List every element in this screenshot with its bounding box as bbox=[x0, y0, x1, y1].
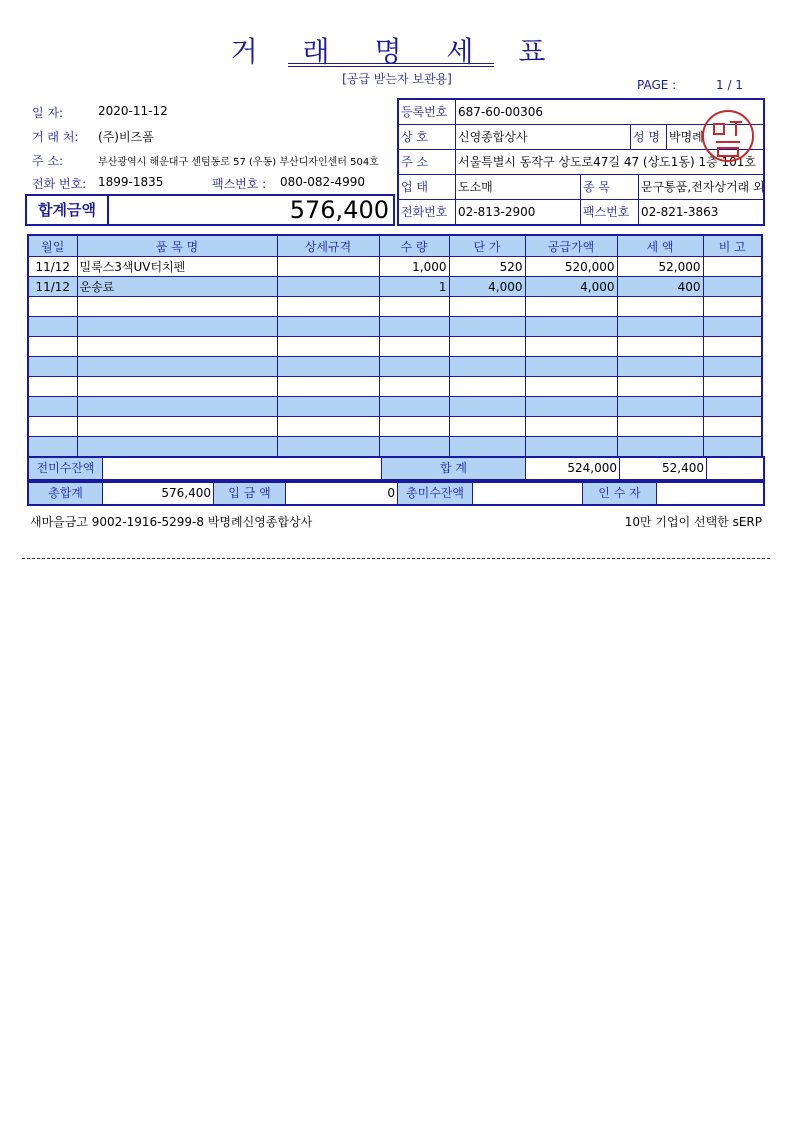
table-row-empty bbox=[28, 337, 762, 357]
page-number: 1 / 1 bbox=[716, 78, 743, 92]
receiver-label: 인 수 자 bbox=[583, 483, 657, 504]
table-row-empty bbox=[28, 397, 762, 417]
supplier-fax-value: 02-821-3863 bbox=[641, 205, 719, 219]
items-table bbox=[27, 234, 763, 458]
cell-tax: 400 bbox=[617, 277, 703, 297]
cell-item: 운송료 bbox=[77, 277, 277, 297]
grand-total-label: 총합계 bbox=[29, 483, 103, 504]
reg-value: 687-60-00306 bbox=[458, 105, 544, 119]
business-label: 업 태 bbox=[399, 175, 456, 199]
brand-tagline: 10만 기업이 선택한 sERP bbox=[624, 515, 762, 529]
col-header-date: 월일 bbox=[28, 235, 77, 257]
rep-name-label: 성 명 bbox=[631, 125, 667, 149]
supplier-address-value: 서울특별시 동작구 상도로47길 47 (상도1동) 1층 101호 bbox=[458, 155, 757, 169]
supplier-phone-label: 전화번호 bbox=[399, 200, 456, 225]
col-header-spec: 상세규격 bbox=[277, 235, 379, 257]
cell-spec bbox=[277, 257, 379, 277]
receiver-value bbox=[657, 483, 763, 504]
prev-balance-label: 전미수잔액 bbox=[29, 458, 103, 479]
table-row-empty bbox=[28, 377, 762, 397]
bank-account-info: 새마을금고 9002-1916-5299-8 박명례신영종합상사 bbox=[30, 515, 313, 529]
company-value: 신영종합상사 bbox=[458, 125, 631, 149]
table-row bbox=[28, 277, 762, 297]
summary-row-totals bbox=[27, 456, 765, 481]
table-row-empty bbox=[28, 297, 762, 317]
col-header-supply: 공급가액 bbox=[525, 235, 617, 257]
col-header-item: 품 목 명 bbox=[77, 235, 277, 257]
supplier-fax-label: 팩스번호 bbox=[581, 200, 639, 225]
item-type-label: 종 목 bbox=[581, 175, 639, 199]
phone-value: 1899-1835 bbox=[98, 175, 164, 189]
client-label: 거 래 처: bbox=[32, 130, 79, 144]
document-title: 거 래 명 세 표 bbox=[230, 35, 564, 68]
cut-line bbox=[22, 558, 770, 559]
supplier-row-contact bbox=[399, 200, 763, 225]
col-header-note: 비 고 bbox=[703, 235, 762, 257]
grand-total-value: 576,400 bbox=[103, 483, 214, 504]
cell-spec bbox=[277, 277, 379, 297]
table-row-empty bbox=[28, 317, 762, 337]
table-row bbox=[28, 257, 762, 277]
title-underline bbox=[288, 63, 494, 64]
rep-name-value: 박명례 bbox=[669, 130, 704, 144]
cell-qty: 1,000 bbox=[379, 257, 449, 277]
date-label: 일 자: bbox=[32, 106, 64, 120]
title-underline-2 bbox=[288, 66, 494, 67]
prev-balance-value bbox=[103, 458, 382, 479]
total-amount-box bbox=[25, 194, 395, 226]
table-row-empty bbox=[28, 417, 762, 437]
cell-price: 520 bbox=[449, 257, 525, 277]
address-value: 부산광역시 해운대구 센텀동로 57 (우동) 부산디자인센터 504호 bbox=[98, 157, 379, 168]
cell-date: 11/12 bbox=[28, 277, 77, 297]
deposit-value: 0 bbox=[286, 483, 398, 504]
business-value: 도소매 bbox=[458, 175, 581, 199]
table-row-empty bbox=[28, 437, 762, 458]
total-amount-label: 합계금액 bbox=[27, 196, 109, 224]
cell-supply: 4,000 bbox=[525, 277, 617, 297]
sum-supply-value: 524,000 bbox=[526, 458, 620, 479]
document-subtitle: [공급 받는자 보관용] bbox=[342, 72, 452, 86]
cell-note bbox=[703, 277, 762, 297]
balance-label: 총미수잔액 bbox=[398, 483, 473, 504]
client-value: (주)비즈폼 bbox=[98, 130, 154, 144]
table-header-row bbox=[28, 235, 762, 257]
col-header-price: 단 가 bbox=[449, 235, 525, 257]
deposit-label: 입 금 액 bbox=[214, 483, 286, 504]
supplier-address-label: 주 소 bbox=[399, 150, 456, 174]
balance-value bbox=[473, 483, 583, 504]
cell-date: 11/12 bbox=[28, 257, 77, 277]
cell-qty: 1 bbox=[379, 277, 449, 297]
cell-price: 4,000 bbox=[449, 277, 525, 297]
reg-label: 등록번호 bbox=[399, 100, 456, 124]
table-row-empty bbox=[28, 357, 762, 377]
supplier-phone-value: 02-813-2900 bbox=[458, 200, 581, 225]
cell-tax: 52,000 bbox=[617, 257, 703, 277]
col-header-qty: 수 량 bbox=[379, 235, 449, 257]
sum-tax-value: 52,400 bbox=[620, 458, 707, 479]
date-value: 2020-11-12 bbox=[98, 104, 168, 118]
total-amount-value: 576,400 bbox=[289, 196, 389, 224]
page-label: PAGE : bbox=[637, 78, 677, 92]
col-header-tax: 세 액 bbox=[617, 235, 703, 257]
phone-label: 전화 번호: bbox=[32, 177, 87, 191]
supplier-row-business bbox=[399, 175, 763, 200]
summary-row-payment bbox=[27, 481, 765, 506]
seal-stamp bbox=[700, 108, 756, 164]
company-label: 상 호 bbox=[399, 125, 456, 149]
fax-label: 팩스번호 : bbox=[212, 177, 267, 191]
cell-note bbox=[703, 257, 762, 277]
sum-label: 합 계 bbox=[382, 458, 526, 479]
cell-supply: 520,000 bbox=[525, 257, 617, 277]
cell-item: 밀룩스3색UV터치펜 bbox=[77, 257, 277, 277]
address-label: 주 소: bbox=[32, 154, 64, 168]
fax-value: 080-082-4990 bbox=[280, 175, 366, 189]
item-type-value: 문구통품,전자상거래 외 bbox=[641, 180, 765, 194]
